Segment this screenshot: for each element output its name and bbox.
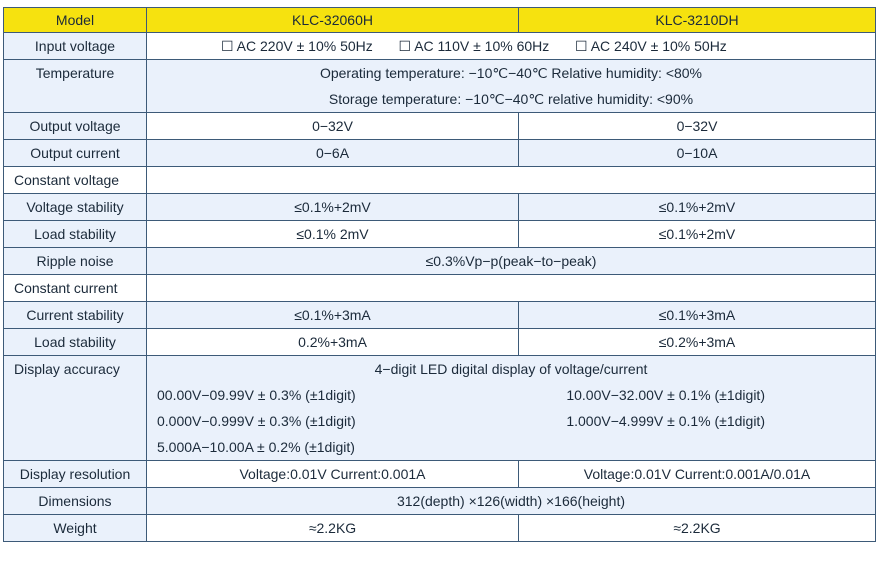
row-label: Display accuracy	[4, 356, 147, 461]
temperature-values	[147, 60, 876, 113]
display-accuracy-row	[147, 382, 875, 408]
cell-value: Voltage:0.01V Current:0.001A	[147, 461, 519, 488]
row-output-voltage	[4, 113, 876, 140]
section-label: Constant voltage	[4, 167, 147, 194]
row-dimensions	[4, 488, 876, 515]
cell-value: Voltage:0.01V Current:0.001A/0.01A	[519, 461, 876, 488]
input-option-110: ☐ AC 110V ± 10% 60Hz	[398, 38, 550, 54]
storage-temperature: Storage temperature: −10℃−40℃ relative humidity: <90%	[328, 91, 694, 107]
cell-value: ≈2.2KG	[147, 515, 519, 542]
row-label: Voltage stability	[4, 194, 147, 221]
row-label: Load stability	[4, 329, 147, 356]
row-label: Load stability	[4, 221, 147, 248]
display-accuracy-row	[147, 408, 875, 434]
row-ripple-noise	[4, 248, 876, 275]
row-display-resolution	[4, 461, 876, 488]
row-label: Ripple noise	[4, 248, 147, 275]
row-label: Temperature	[4, 60, 147, 113]
input-voltage-options	[147, 33, 876, 60]
accuracy-entry: 5.000A−10.00A ± 0.2% (±1digit)	[157, 439, 355, 455]
row-label: Input voltage	[4, 33, 147, 60]
row-label: Output voltage	[4, 113, 147, 140]
spec-table-wrapper	[3, 7, 875, 542]
row-temperature	[4, 60, 876, 113]
section-empty	[147, 167, 876, 194]
cell-value: 312(depth) ×126(width) ×166(height)	[147, 488, 876, 515]
cell-value: ≤0.1%+2mV	[147, 194, 519, 221]
accuracy-entry: 0.000V−0.999V ± 0.3% (±1digit)	[157, 413, 356, 429]
cell-value: ≤0.1%+2mV	[519, 194, 876, 221]
row-label: Dimensions	[4, 488, 147, 515]
row-input-voltage	[4, 33, 876, 60]
spec-table	[3, 7, 876, 542]
row-label: Weight	[4, 515, 147, 542]
row-weight	[4, 515, 876, 542]
display-accuracy-row	[147, 434, 875, 460]
cell-value: 0−6A	[147, 140, 519, 167]
cell-value: 0−32V	[519, 113, 876, 140]
accuracy-empty	[461, 434, 865, 460]
header-model: Model	[4, 8, 147, 33]
row-voltage-stability	[4, 194, 876, 221]
display-accuracy-title: 4−digit LED digital display of voltage/current	[374, 361, 648, 377]
header-col1: KLC-32060H	[147, 8, 519, 33]
row-label: Output current	[4, 140, 147, 167]
row-label: Display resolution	[4, 461, 147, 488]
header-col2: KLC-3210DH	[519, 8, 876, 33]
row-output-current	[4, 140, 876, 167]
row-constant-voltage-section	[4, 167, 876, 194]
cell-value: 0−10A	[519, 140, 876, 167]
input-option-220: ☐ AC 220V ± 10% 50Hz	[221, 38, 373, 54]
operating-temperature: Operating temperature: −10℃−40℃ Relative humidity: <80%	[319, 65, 703, 81]
row-current-stability	[4, 302, 876, 329]
cell-value: ≈2.2KG	[519, 515, 876, 542]
table-header-row	[4, 8, 876, 33]
row-load-stability-voltage	[4, 221, 876, 248]
cell-value: ≤0.1% 2mV	[147, 221, 519, 248]
accuracy-entry: 00.00V−09.99V ± 0.3% (±1digit)	[157, 387, 356, 403]
accuracy-entry: 1.000V−4.999V ± 0.1% (±1digit)	[566, 413, 765, 429]
row-load-stability-current	[4, 329, 876, 356]
cell-value: ≤0.3%Vp−p(peak−to−peak)	[147, 248, 876, 275]
input-option-240: ☐ AC 240V ± 10% 50Hz	[575, 38, 727, 54]
cell-value: ≤0.1%+2mV	[519, 221, 876, 248]
section-empty	[147, 275, 876, 302]
cell-value: ≤0.1%+3mA	[519, 302, 876, 329]
accuracy-entry: 10.00V−32.00V ± 0.1% (±1digit)	[566, 387, 765, 403]
display-accuracy-values	[147, 356, 876, 461]
row-constant-current-section	[4, 275, 876, 302]
cell-value: ≤0.2%+3mA	[519, 329, 876, 356]
cell-value: 0−32V	[147, 113, 519, 140]
cell-value: 0.2%+3mA	[147, 329, 519, 356]
row-display-accuracy	[4, 356, 876, 461]
row-label: Current stability	[4, 302, 147, 329]
section-label: Constant current	[4, 275, 147, 302]
cell-value: ≤0.1%+3mA	[147, 302, 519, 329]
